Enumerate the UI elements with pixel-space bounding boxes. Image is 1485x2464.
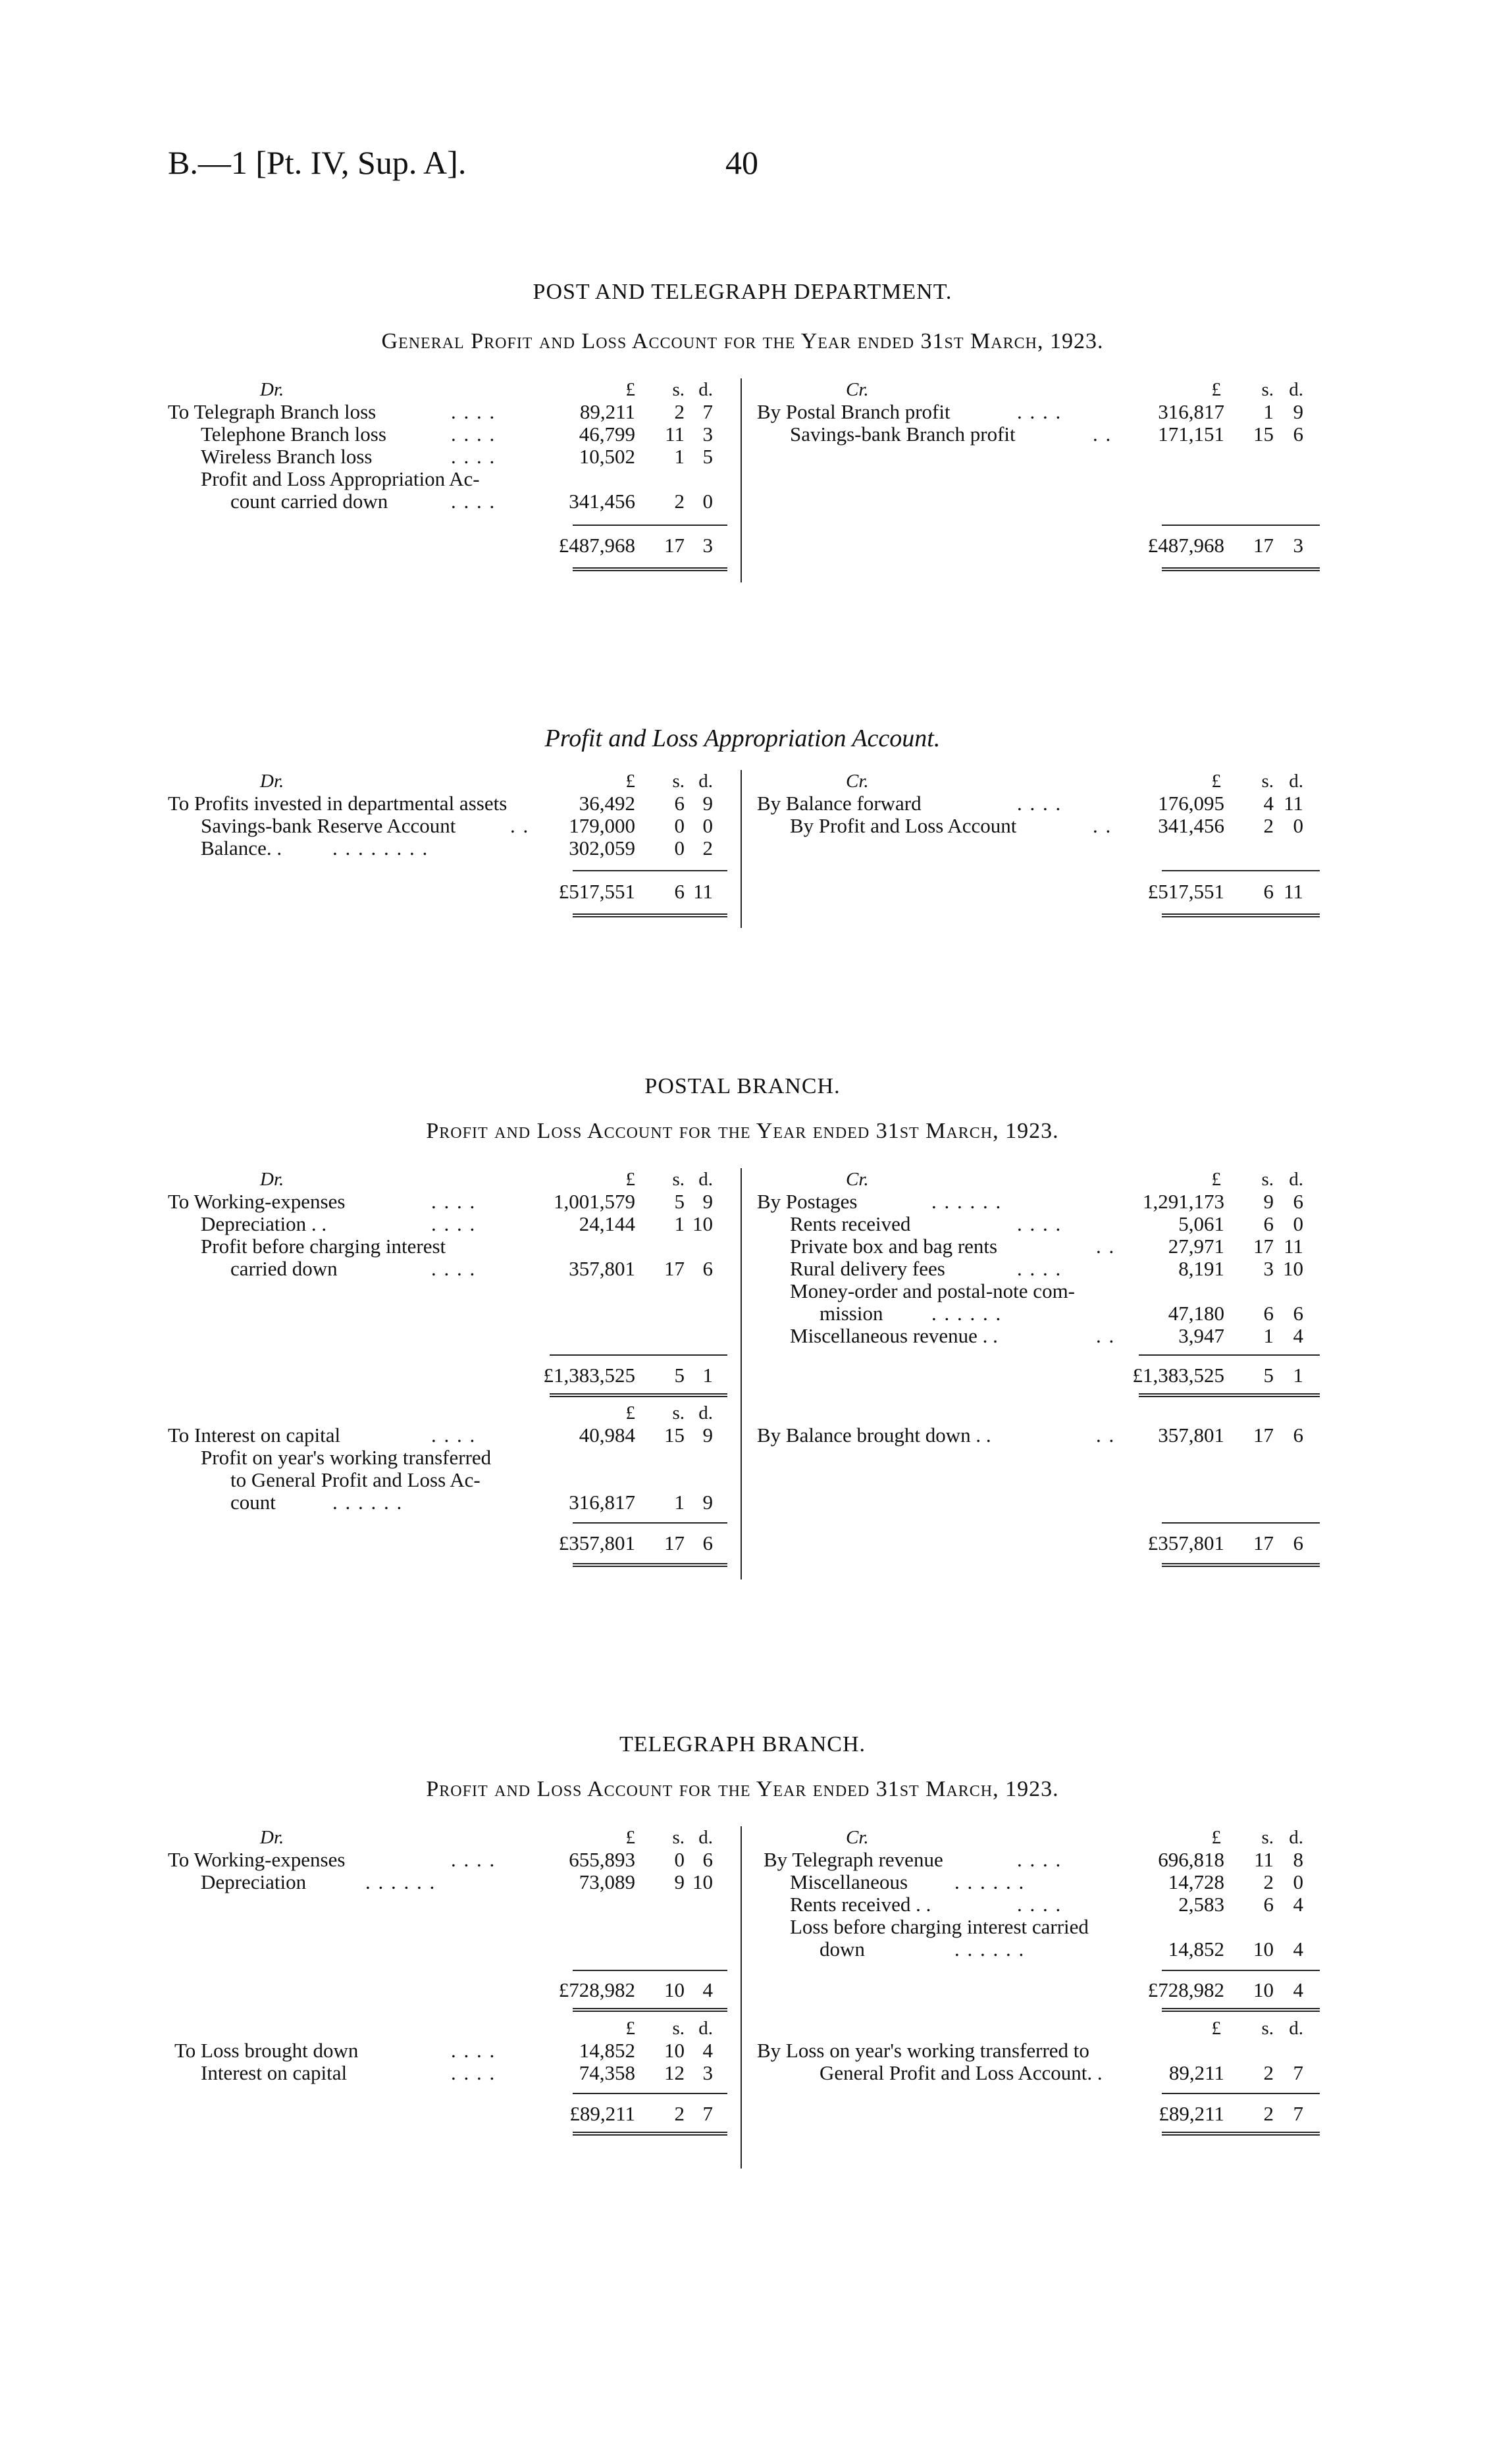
amount-shillings: 0 bbox=[674, 1848, 685, 1871]
entry-label: By Telegraph revenue bbox=[764, 1848, 943, 1871]
amount-shillings: 17 bbox=[664, 534, 685, 557]
amount-shillings: 6 bbox=[674, 792, 685, 815]
leader-dots: . . . . bbox=[451, 490, 496, 513]
telegraph-account-subtitle: Profit and Loss Account for the Year ended 31st March, 1923. bbox=[426, 1777, 1059, 1801]
amount-pence: 0 bbox=[1293, 814, 1303, 837]
entry-label: By Profit and Loss Account bbox=[790, 814, 1017, 837]
amount-shillings: s. bbox=[1261, 1827, 1274, 1848]
leader-dots: . . . . . . bbox=[931, 1302, 1003, 1325]
amount-shillings: 9 bbox=[674, 1870, 685, 1893]
general-account-subtitle: General Profit and Loss Account for the Year ended 31st March, 1923. bbox=[381, 329, 1104, 353]
amount-pounds: 316,817 bbox=[1158, 400, 1224, 423]
postal-account-table bbox=[168, 1168, 1320, 1579]
amount-pence: 6 bbox=[702, 1257, 713, 1280]
entry-label: By Postages bbox=[757, 1190, 858, 1213]
amount-pence: d. bbox=[1289, 771, 1303, 792]
column-header bbox=[757, 770, 1320, 792]
amount-shillings: 1 bbox=[674, 445, 685, 468]
amount-pounds: £89,211 bbox=[569, 2102, 635, 2125]
amount-shillings: 2 bbox=[1263, 2102, 1274, 2125]
rule-line bbox=[573, 1970, 727, 1971]
amount-pence: 6 bbox=[1293, 1424, 1303, 1447]
amount-shillings: 2 bbox=[1263, 2061, 1274, 2084]
entry-label: mission bbox=[820, 1302, 883, 1325]
entry-label: Rents received . . bbox=[790, 1893, 931, 1916]
rule-line bbox=[1162, 870, 1320, 871]
amount-pence: 8 bbox=[1293, 1848, 1303, 1871]
amount-pounds: 10,502 bbox=[579, 445, 635, 468]
entry-label: count carried down bbox=[230, 490, 388, 513]
leader-dots: . . . . bbox=[451, 2061, 496, 2084]
amount-shillings: 1 bbox=[674, 1491, 685, 1514]
entry-label: Profit before charging interest bbox=[201, 1235, 446, 1258]
amount-shillings: 10 bbox=[1253, 1938, 1274, 1961]
amount-pence: 0 bbox=[1293, 1870, 1303, 1893]
page-number: 40 bbox=[725, 144, 758, 181]
amount-pounds: 341,456 bbox=[569, 490, 635, 513]
rule-line bbox=[1162, 1522, 1320, 1524]
leader-dots: . . bbox=[1093, 814, 1112, 837]
amount-pounds: £ bbox=[625, 771, 635, 792]
rule-line bbox=[1139, 1393, 1320, 1397]
leader-dots: . . . . bbox=[1017, 1848, 1062, 1871]
amount-shillings: 12 bbox=[664, 2061, 685, 2084]
amount-pounds: £ bbox=[1211, 379, 1221, 400]
amount-pence: 7 bbox=[702, 400, 713, 423]
amount-pounds: £728,982 bbox=[558, 1978, 635, 2001]
amount-pounds: 8,191 bbox=[1178, 1257, 1224, 1280]
amount-pounds: 5,061 bbox=[1178, 1212, 1224, 1235]
appropriation-account-table bbox=[168, 770, 1320, 928]
amount-pounds: 46,799 bbox=[579, 423, 635, 446]
entry-label: By Balance brought down . . bbox=[757, 1424, 991, 1447]
amount-shillings: 2 bbox=[1263, 1870, 1274, 1893]
amount-shillings: 2 bbox=[1263, 814, 1274, 837]
amount-shillings: 10 bbox=[1253, 1978, 1274, 2001]
amount-pounds: £517,551 bbox=[1147, 880, 1224, 903]
leader-dots: . . . . bbox=[451, 445, 496, 468]
rule-line bbox=[573, 1563, 727, 1567]
amount-pounds: £ bbox=[625, 1169, 635, 1190]
amount-shillings: 4 bbox=[1263, 792, 1274, 815]
amount-pounds: £89,211 bbox=[1159, 2102, 1224, 2125]
amount-shillings: 3 bbox=[1263, 1257, 1274, 1280]
telegraph-branch-title: TELEGRAPH BRANCH. bbox=[619, 1732, 866, 1757]
amount-pence: 6 bbox=[702, 1848, 713, 1871]
amount-pence: 9 bbox=[702, 1491, 713, 1514]
amount-pence: 4 bbox=[1293, 1893, 1303, 1916]
leader-dots: . . . . bbox=[451, 423, 496, 446]
rule-line bbox=[573, 2093, 727, 2094]
column-header bbox=[757, 378, 1320, 401]
text: Cr. bbox=[846, 771, 869, 792]
rule-line bbox=[1162, 1970, 1320, 1971]
amount-pounds: 176,095 bbox=[1158, 792, 1224, 815]
amount-pounds: 36,492 bbox=[579, 792, 635, 815]
leader-dots: . . . . bbox=[1017, 1893, 1062, 1916]
leader-dots: . . . . bbox=[431, 1190, 477, 1213]
rule-line bbox=[573, 913, 727, 917]
amount-pence: 3 bbox=[702, 423, 713, 446]
amount-pounds: 27,971 bbox=[1168, 1235, 1224, 1258]
leader-dots: . . bbox=[1093, 423, 1112, 446]
amount-pence: 7 bbox=[702, 2102, 713, 2125]
amount-shillings: 0 bbox=[674, 814, 685, 837]
postal-account-subtitle: Profit and Loss Account for the Year ended 31st March, 1923. bbox=[426, 1119, 1059, 1143]
entry-label: Savings-bank Branch profit bbox=[790, 423, 1016, 446]
leader-dots: . . . . . . bbox=[954, 1938, 1026, 1961]
entry-label: Interest on capital bbox=[201, 2061, 348, 2084]
rule-line bbox=[573, 870, 727, 871]
amount-pence: 10 bbox=[692, 1212, 713, 1235]
rule-line bbox=[573, 1522, 727, 1524]
amount-pence: 9 bbox=[702, 1424, 713, 1447]
entry-label: Loss before charging interest carried bbox=[790, 1915, 1089, 1938]
amount-pence: 3 bbox=[702, 534, 713, 557]
amount-pounds: £1,383,525 bbox=[1132, 1364, 1224, 1387]
column-header bbox=[168, 378, 727, 401]
amount-pounds: £487,968 bbox=[558, 534, 635, 557]
amount-pounds: 73,089 bbox=[579, 1870, 635, 1893]
amount-shillings: s. bbox=[672, 1402, 685, 1424]
entry-label: To Interest on capital bbox=[168, 1424, 341, 1447]
column-header bbox=[168, 1402, 727, 1424]
amount-shillings: 5 bbox=[674, 1364, 685, 1387]
amount-pounds: 40,984 bbox=[579, 1424, 635, 1447]
amount-shillings: 2 bbox=[674, 2102, 685, 2125]
leader-dots: . . . . bbox=[451, 1848, 496, 1871]
amount-pence: 4 bbox=[702, 2039, 713, 2062]
department-title: POST AND TELEGRAPH DEPARTMENT. bbox=[533, 280, 952, 304]
amount-shillings: 10 bbox=[664, 1978, 685, 2001]
amount-pounds: £ bbox=[625, 1827, 635, 1848]
amount-shillings: 9 bbox=[1263, 1190, 1274, 1213]
leader-dots: . . . . . . bbox=[954, 1870, 1026, 1893]
amount-pounds: £517,551 bbox=[558, 880, 635, 903]
amount-pence: 4 bbox=[1293, 1324, 1303, 1347]
entry-label: By Balance forward bbox=[757, 792, 922, 815]
amount-pounds: 655,893 bbox=[569, 1848, 635, 1871]
text: Cr. bbox=[846, 1169, 869, 1190]
column-divider bbox=[741, 378, 742, 582]
amount-shillings: 15 bbox=[1253, 423, 1274, 446]
credit-label: Cr. bbox=[846, 379, 869, 400]
amount-shillings: s. bbox=[672, 2018, 685, 2039]
amount-pence: 9 bbox=[702, 792, 713, 815]
leader-dots: . . . . . . bbox=[365, 1870, 436, 1893]
rule-line bbox=[1162, 2093, 1320, 2094]
amount-shillings: s. bbox=[1261, 1169, 1274, 1190]
column-header bbox=[757, 2017, 1320, 2040]
amount-pence: 7 bbox=[1293, 2102, 1303, 2125]
column-header bbox=[168, 1826, 727, 1849]
amount-shillings: s. bbox=[672, 1169, 685, 1190]
amount-shillings: 11 bbox=[1254, 1848, 1274, 1871]
amount-pounds: 89,211 bbox=[579, 400, 635, 423]
amount-pounds: 14,852 bbox=[579, 2039, 635, 2062]
rule-line bbox=[1139, 1354, 1320, 1356]
text: Dr. bbox=[260, 771, 284, 792]
amount-pence: d. bbox=[698, 1169, 713, 1190]
amount-pounds: 24,144 bbox=[579, 1212, 635, 1235]
shillings-header: s. bbox=[672, 379, 685, 400]
amount-pounds: 179,000 bbox=[569, 814, 635, 837]
amount-shillings: 6 bbox=[674, 880, 685, 903]
leader-dots: . . . . bbox=[1017, 1257, 1062, 1280]
amount-pence: 9 bbox=[702, 1190, 713, 1213]
rule-line bbox=[573, 2132, 727, 2136]
entry-label: To Loss brought down bbox=[174, 2039, 359, 2062]
entry-label: By Postal Branch profit bbox=[757, 400, 951, 423]
amount-pounds: £ bbox=[1211, 771, 1221, 792]
entry-label: Depreciation bbox=[201, 1870, 307, 1893]
amount-pence: d. bbox=[1289, 2018, 1303, 2039]
leader-dots: . . . . . . bbox=[332, 1491, 404, 1514]
entry-label: General Profit and Loss Account. . bbox=[820, 2061, 1103, 2084]
amount-shillings: s. bbox=[1261, 379, 1274, 400]
amount-shillings: 11 bbox=[665, 423, 685, 446]
column-divider bbox=[741, 1826, 742, 2169]
rule-line bbox=[1162, 913, 1320, 917]
amount-pence: 7 bbox=[1293, 2061, 1303, 2084]
amount-shillings: 5 bbox=[1263, 1364, 1274, 1387]
amount-pence: 2 bbox=[702, 836, 713, 860]
amount-pounds: 1,001,579 bbox=[554, 1190, 635, 1213]
amount-pence: 6 bbox=[1293, 423, 1303, 446]
amount-pence: 0 bbox=[1293, 1212, 1303, 1235]
amount-pence: 10 bbox=[1283, 1257, 1303, 1280]
leader-dots: . . . . bbox=[431, 1424, 477, 1447]
entry-label: Miscellaneous revenue . . bbox=[790, 1324, 998, 1347]
column-header bbox=[757, 1168, 1320, 1191]
amount-shillings: 10 bbox=[664, 2039, 685, 2062]
leader-dots: . . . . bbox=[431, 1212, 477, 1235]
amount-pence: 5 bbox=[702, 445, 713, 468]
leader-dots: . . bbox=[1096, 1324, 1116, 1347]
text: Cr. bbox=[846, 1827, 869, 1848]
amount-pence: d. bbox=[698, 1827, 713, 1848]
amount-shillings: 17 bbox=[1253, 1235, 1274, 1258]
amount-pence: 9 bbox=[1293, 400, 1303, 423]
amount-pence: 11 bbox=[1284, 792, 1303, 815]
entry-label: To Telegraph Branch loss bbox=[168, 400, 377, 423]
column-header bbox=[168, 770, 727, 792]
rule-line bbox=[1162, 1563, 1320, 1567]
amount-pence: 11 bbox=[1284, 880, 1303, 903]
amount-pounds: 316,817 bbox=[569, 1491, 635, 1514]
amount-pounds: £1,383,525 bbox=[543, 1364, 635, 1387]
text: Dr. bbox=[260, 1827, 284, 1848]
amount-pence: 6 bbox=[1293, 1531, 1303, 1554]
leader-dots: . . . . bbox=[1017, 1212, 1062, 1235]
amount-pounds: £357,801 bbox=[1147, 1531, 1224, 1554]
amount-pounds: 302,059 bbox=[569, 836, 635, 860]
amount-pence: 0 bbox=[702, 814, 713, 837]
amount-pounds: 14,852 bbox=[1168, 1938, 1224, 1961]
entry-label: To Working-expenses bbox=[168, 1190, 346, 1213]
amount-pounds: £ bbox=[625, 1402, 635, 1424]
amount-pence: 6 bbox=[702, 1531, 713, 1554]
amount-pence: 3 bbox=[702, 2061, 713, 2084]
entry-label: By Loss on year's working transferred to bbox=[757, 2039, 1089, 2062]
amount-pounds: £ bbox=[625, 2018, 635, 2039]
leader-dots: . . . . bbox=[451, 2039, 496, 2062]
rule-line bbox=[1162, 525, 1320, 526]
text: Dr. bbox=[260, 1169, 284, 1190]
entry-label: Balance. . bbox=[201, 836, 282, 860]
rule-line bbox=[573, 567, 727, 571]
entry-label: carried down bbox=[230, 1257, 338, 1280]
amount-shillings: 17 bbox=[1253, 1531, 1274, 1554]
amount-pence: 11 bbox=[1284, 1235, 1303, 1258]
amount-pence: 6 bbox=[1293, 1302, 1303, 1325]
amount-pence: 4 bbox=[1293, 1978, 1303, 2001]
rule-line bbox=[550, 1354, 727, 1356]
entry-label: down bbox=[820, 1938, 865, 1961]
leader-dots: . . bbox=[1096, 1235, 1116, 1258]
document-reference: B.—1 [Pt. IV, Sup. A]. bbox=[168, 144, 467, 181]
entry-label: Profit on year's working transferred bbox=[201, 1446, 492, 1469]
amount-pence: 11 bbox=[693, 880, 713, 903]
general-account-table bbox=[168, 378, 1320, 582]
rule-line bbox=[1162, 2132, 1320, 2136]
column-divider bbox=[741, 770, 742, 928]
rule-line bbox=[573, 525, 727, 526]
amount-pence: d. bbox=[698, 2018, 713, 2039]
leader-dots: . . . . . . . . bbox=[332, 836, 429, 860]
amount-pounds: 171,151 bbox=[1158, 423, 1224, 446]
amount-shillings: 17 bbox=[664, 1531, 685, 1554]
leader-dots: . . bbox=[510, 814, 530, 837]
leader-dots: . . . . bbox=[1017, 400, 1062, 423]
amount-pounds: £ bbox=[1211, 2018, 1221, 2039]
entry-label: Telephone Branch loss bbox=[201, 423, 386, 446]
amount-shillings: 2 bbox=[674, 400, 685, 423]
amount-pence: d. bbox=[698, 1402, 713, 1424]
amount-pence: 4 bbox=[1293, 1938, 1303, 1961]
amount-pounds: 89,211 bbox=[1168, 2061, 1224, 2084]
leader-dots: . . . . bbox=[1017, 792, 1062, 815]
amount-shillings: 5 bbox=[674, 1190, 685, 1213]
amount-pence: 6 bbox=[1293, 1190, 1303, 1213]
entry-label: Rural delivery fees bbox=[790, 1257, 945, 1280]
rule-line bbox=[1162, 567, 1320, 571]
entry-label: Money-order and postal-note com- bbox=[790, 1279, 1076, 1302]
amount-shillings: 2 bbox=[674, 490, 685, 513]
entry-label: Private box and bag rents bbox=[790, 1235, 998, 1258]
amount-shillings: 1 bbox=[1263, 400, 1274, 423]
entry-label: To Profits invested in departmental assets bbox=[168, 792, 508, 815]
amount-shillings: s. bbox=[1261, 771, 1274, 792]
amount-pounds: 2,583 bbox=[1178, 1893, 1224, 1916]
amount-pence: 4 bbox=[702, 1978, 713, 2001]
amount-pounds: 357,801 bbox=[1158, 1424, 1224, 1447]
rule-line bbox=[550, 1393, 727, 1397]
amount-pounds: £ bbox=[1211, 1827, 1221, 1848]
telegraph-account-table bbox=[168, 1826, 1320, 2169]
amount-shillings: s. bbox=[672, 1827, 685, 1848]
amount-pounds: 14,728 bbox=[1168, 1870, 1224, 1893]
amount-pounds: £487,968 bbox=[1147, 534, 1224, 557]
amount-shillings: s. bbox=[1261, 2018, 1274, 2039]
amount-pounds: 696,818 bbox=[1158, 1848, 1224, 1871]
amount-shillings: 15 bbox=[664, 1424, 685, 1447]
entry-label: Savings-bank Reserve Account bbox=[201, 814, 456, 837]
amount-shillings: s. bbox=[672, 771, 685, 792]
amount-pounds: £ bbox=[1211, 1169, 1221, 1190]
column-header bbox=[168, 1168, 727, 1191]
amount-pence: 1 bbox=[702, 1364, 713, 1387]
amount-pence: 0 bbox=[702, 490, 713, 513]
pounds-header: £ bbox=[625, 379, 635, 400]
entry-label: Wireless Branch loss bbox=[201, 445, 373, 468]
debit-label: Dr. bbox=[260, 379, 284, 400]
amount-shillings: 1 bbox=[674, 1212, 685, 1235]
leader-dots: . . . . bbox=[451, 400, 496, 423]
entry-label: To Working-expenses bbox=[168, 1848, 346, 1871]
pence-header: d. bbox=[698, 379, 713, 400]
amount-pence: 10 bbox=[692, 1870, 713, 1893]
column-header bbox=[757, 1826, 1320, 1849]
amount-shillings: 1 bbox=[1263, 1324, 1274, 1347]
rule-line bbox=[1162, 2008, 1320, 2012]
entry-label: to General Profit and Loss Ac- bbox=[230, 1468, 481, 1491]
amount-pounds: 357,801 bbox=[569, 1257, 635, 1280]
amount-pence: d. bbox=[1289, 1827, 1303, 1848]
amount-pence: 3 bbox=[1293, 534, 1303, 557]
entry-label: Rents received bbox=[790, 1212, 911, 1235]
amount-pence: d. bbox=[1289, 379, 1303, 400]
amount-shillings: 6 bbox=[1263, 1893, 1274, 1916]
amount-pounds: 74,358 bbox=[579, 2061, 635, 2084]
leader-dots: . . . . bbox=[431, 1257, 477, 1280]
entry-label: Miscellaneous bbox=[790, 1870, 908, 1893]
amount-shillings: 6 bbox=[1263, 880, 1274, 903]
amount-shillings: 0 bbox=[674, 836, 685, 860]
amount-pounds: £728,982 bbox=[1147, 1978, 1224, 2001]
entry-label: Profit and Loss Appropriation Ac- bbox=[201, 467, 480, 490]
postal-branch-title: POSTAL BRANCH. bbox=[644, 1074, 841, 1098]
amount-shillings: 6 bbox=[1263, 1212, 1274, 1235]
amount-pounds: 341,456 bbox=[1158, 814, 1224, 837]
amount-shillings: 17 bbox=[1253, 534, 1274, 557]
amount-shillings: 17 bbox=[664, 1257, 685, 1280]
entry-label: count bbox=[230, 1491, 276, 1514]
column-header bbox=[168, 2017, 727, 2040]
amount-pence: 1 bbox=[1293, 1364, 1303, 1387]
amount-pounds: 3,947 bbox=[1178, 1324, 1224, 1347]
leader-dots: . . bbox=[1096, 1424, 1116, 1447]
amount-shillings: 6 bbox=[1263, 1302, 1274, 1325]
amount-pounds: 1,291,173 bbox=[1143, 1190, 1224, 1213]
entry-label: Depreciation . . bbox=[201, 1212, 327, 1235]
rule-line bbox=[573, 2008, 727, 2012]
amount-pence: d. bbox=[698, 771, 713, 792]
appropriation-title: Profit and Loss Appropriation Account. bbox=[544, 725, 941, 752]
amount-shillings: 17 bbox=[1253, 1424, 1274, 1447]
column-divider bbox=[741, 1168, 742, 1579]
amount-pounds: 47,180 bbox=[1168, 1302, 1224, 1325]
amount-pence: d. bbox=[1289, 1169, 1303, 1190]
amount-pounds: £357,801 bbox=[558, 1531, 635, 1554]
leader-dots: . . . . . . bbox=[931, 1190, 1003, 1213]
